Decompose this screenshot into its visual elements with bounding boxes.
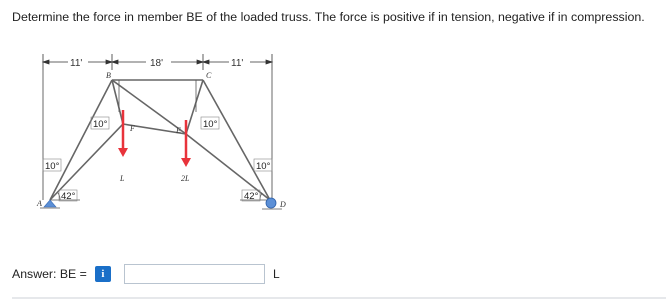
bottom-divider <box>12 297 666 299</box>
dimension-right: 11' <box>231 58 244 69</box>
answer-input[interactable] <box>124 264 265 284</box>
answer-row <box>12 263 111 285</box>
joint-label-c: C <box>206 71 212 80</box>
angle-label-right-top: 10° <box>203 119 218 130</box>
angle-label-left-side: 10° <box>45 161 60 172</box>
load-arrows <box>118 110 191 167</box>
joint-label-f: F <box>130 124 135 133</box>
angle-label-right-side: 10° <box>256 161 271 172</box>
angle-label-right-base: 42° <box>244 191 259 202</box>
info-icon[interactable]: i <box>95 266 111 282</box>
load-label-right: 2L <box>181 174 190 183</box>
truss-members <box>50 80 270 200</box>
answer-label: Answer: BE = <box>12 267 87 281</box>
angle-label-left-top: 10° <box>93 119 108 130</box>
joint-label-e: E <box>176 126 181 135</box>
question-text: Determine the force in member BE of the loaded truss. The force is positive if in tension, negative if in compression. <box>12 10 645 24</box>
dimension-left: 11' <box>70 58 83 69</box>
joint-label-a: A <box>37 199 42 208</box>
support-pin-a <box>40 200 60 208</box>
dimension-middle: 18' <box>150 58 164 69</box>
joint-label-d: D <box>280 200 286 209</box>
answer-unit: L <box>273 267 280 281</box>
load-label-left: L <box>120 174 125 183</box>
joint-label-b: B <box>106 71 111 80</box>
reference-lines <box>43 70 272 200</box>
angle-label-left-base: 42° <box>61 191 76 202</box>
